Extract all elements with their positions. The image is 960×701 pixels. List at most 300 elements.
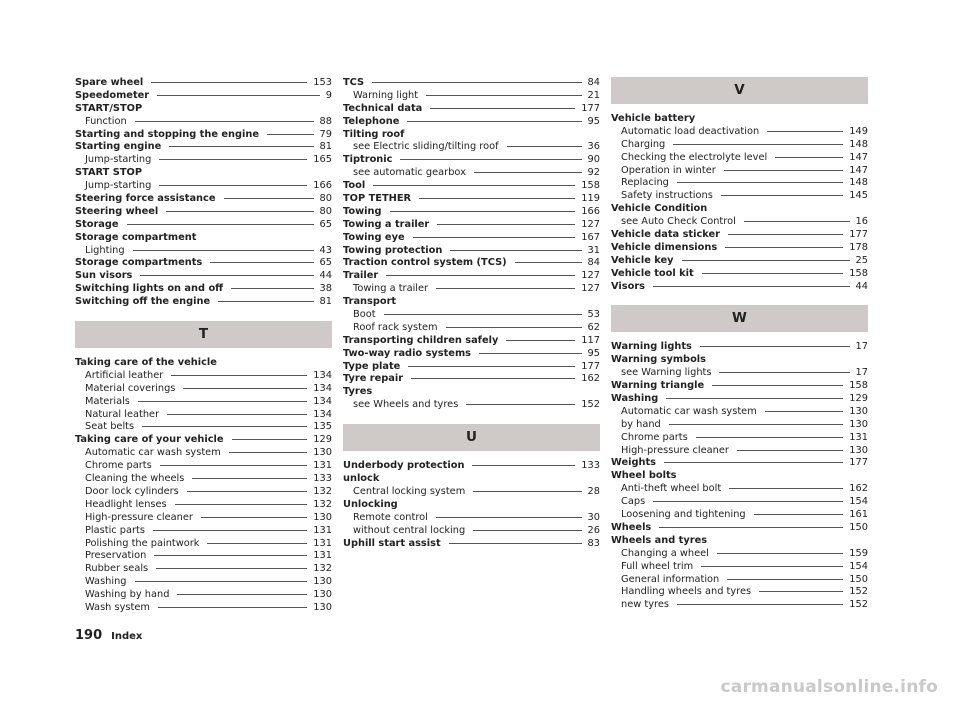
- leader-line: [400, 159, 581, 160]
- entry-page-number: 44: [319, 270, 332, 282]
- leader-line: [775, 157, 843, 158]
- entry-page-number: 147: [849, 164, 868, 176]
- leader-line: [166, 211, 313, 212]
- entry-page-number: 134: [313, 382, 332, 394]
- leader-line: [507, 146, 582, 147]
- entry-term: Traction control system (TCS): [343, 257, 507, 269]
- entry-page-number: 117: [581, 334, 600, 346]
- entry-term: Speedometer: [75, 89, 150, 101]
- leader-line: [160, 465, 308, 466]
- leader-line: [175, 504, 308, 505]
- index-subentry: [611, 177, 868, 190]
- entry-term: Tiptronic: [343, 154, 393, 166]
- entry-term: Transport: [343, 296, 397, 308]
- index-entry: [343, 538, 600, 551]
- index-entry: [611, 354, 868, 367]
- entry-term: Chrome parts: [85, 460, 152, 472]
- entry-page-number: 130: [313, 589, 332, 601]
- entry-page-number: 84: [587, 77, 600, 88]
- leader-line: [744, 221, 850, 222]
- index-subentry: [611, 432, 868, 445]
- entry-term: Artificial leather: [85, 369, 164, 381]
- entry-term: Tyre repair: [343, 373, 404, 385]
- entry-term: Warning triangle: [611, 380, 705, 392]
- entry-term: Vehicle dimensions: [611, 241, 718, 253]
- leader-line: [677, 604, 843, 605]
- entry-term: Boot: [353, 309, 376, 321]
- leader-line: [653, 286, 850, 287]
- entry-page-number: 152: [849, 599, 868, 611]
- index-subentry: [75, 602, 332, 615]
- entry-term: Washing: [611, 393, 659, 405]
- leader-line: [729, 488, 843, 489]
- index-entry: [343, 154, 600, 167]
- entry-term: see automatic gearbox: [353, 167, 466, 179]
- entry-page-number: 36: [587, 141, 600, 153]
- entry-term: Uphill start assist: [343, 537, 441, 549]
- entry-page-number: 80: [319, 193, 332, 205]
- entry-term: Sun visors: [75, 270, 133, 282]
- leader-line: [372, 82, 581, 83]
- leader-line: [446, 327, 582, 328]
- index-subentry: [611, 599, 868, 612]
- index-subentry: [611, 445, 868, 458]
- entry-term: Changing a wheel: [621, 547, 709, 559]
- leader-line: [386, 275, 575, 276]
- entry-page-number: 177: [581, 360, 600, 372]
- entry-term: without central locking: [353, 524, 466, 536]
- leader-line: [201, 517, 307, 518]
- entry-term: new tyres: [621, 599, 669, 611]
- entry-page-number: 43: [319, 244, 332, 256]
- entry-term: Roof rack system: [353, 321, 438, 333]
- index-subentry: [75, 525, 332, 538]
- entry-page-number: 16: [855, 216, 868, 228]
- index-entry: [343, 460, 600, 473]
- index-subentry: [75, 116, 332, 129]
- index-entry: [343, 180, 600, 193]
- entry-term: Headlight lenses: [85, 498, 167, 510]
- leader-line: [159, 159, 307, 160]
- entry-term: Wash system: [85, 601, 150, 613]
- leader-line: [759, 591, 843, 592]
- entry-term: Wheel bolts: [611, 470, 677, 482]
- index-entry: [343, 473, 600, 486]
- entry-page-number: 131: [313, 537, 332, 549]
- entry-term: Transporting children safely: [343, 334, 499, 346]
- entry-term: Switching off the engine: [75, 296, 211, 308]
- index-entry: [343, 219, 600, 232]
- index-letter-heading: T: [75, 321, 332, 348]
- entry-term: Loosening and tightening: [621, 509, 746, 521]
- index-subentry: [611, 216, 868, 229]
- index-subentry: [611, 509, 868, 522]
- entry-page-number: 127: [581, 283, 600, 295]
- leader-line: [231, 288, 313, 289]
- entry-term: Full wheel trim: [621, 560, 694, 572]
- index-entry: [343, 499, 600, 512]
- leader-line: [127, 224, 314, 225]
- leader-line: [135, 581, 308, 582]
- index-entry: [75, 434, 332, 447]
- leader-line: [472, 465, 575, 466]
- entry-page-number: 152: [581, 399, 600, 411]
- entry-term: Caps: [621, 496, 646, 508]
- leader-line: [373, 185, 575, 186]
- entry-term: Vehicle battery: [611, 113, 696, 124]
- entry-page-number: 145: [849, 190, 868, 202]
- entry-term: unlock: [343, 473, 380, 485]
- index-subentry: [343, 486, 600, 499]
- entry-page-number: 147: [849, 151, 868, 163]
- leader-line: [224, 198, 314, 199]
- index-subentry: [611, 406, 868, 419]
- leader-line: [157, 95, 320, 96]
- index-entry: [75, 283, 332, 296]
- index-subentry: [75, 421, 332, 434]
- entry-page-number: 130: [313, 447, 332, 459]
- entry-page-number: 152: [849, 586, 868, 598]
- index-entry: [75, 296, 332, 309]
- entry-term: Unlocking: [343, 498, 398, 510]
- entry-page-number: 177: [849, 229, 868, 241]
- index-subentry: [75, 447, 332, 460]
- index-subentry: [343, 309, 600, 322]
- leader-line: [407, 121, 581, 122]
- entry-term: Vehicle Condition: [611, 203, 708, 215]
- entry-page-number: 130: [313, 601, 332, 613]
- entry-page-number: 129: [849, 393, 868, 405]
- entry-page-number: 95: [587, 347, 600, 359]
- leader-line: [466, 404, 575, 405]
- leader-line: [436, 517, 582, 518]
- leader-line: [192, 478, 307, 479]
- index-subentry: [611, 496, 868, 509]
- index-subentry: [343, 167, 600, 180]
- watermark: carmanualsonline.info: [720, 677, 938, 697]
- entry-term: Towing protection: [343, 244, 443, 256]
- leader-line: [696, 437, 844, 438]
- index-entry: [75, 219, 332, 232]
- index-entry: [611, 522, 868, 535]
- entry-term: Plastic parts: [85, 524, 145, 536]
- entry-page-number: 130: [849, 418, 868, 430]
- leader-line: [437, 224, 575, 225]
- index-entry: [611, 229, 868, 242]
- index-entry: [75, 206, 332, 219]
- leader-line: [659, 527, 843, 528]
- leader-line: [430, 108, 575, 109]
- entry-term: Cleaning the wheels: [85, 473, 185, 485]
- leader-line: [140, 275, 313, 276]
- entry-page-number: 158: [849, 267, 868, 279]
- leader-line: [218, 301, 313, 302]
- entry-page-number: 130: [313, 576, 332, 588]
- entry-page-number: 165: [313, 154, 332, 166]
- index-entry: [343, 129, 600, 142]
- index-subentry: [75, 538, 332, 551]
- leader-line: [669, 424, 844, 425]
- index-subentry: [611, 574, 868, 587]
- entry-page-number: 133: [581, 460, 600, 472]
- leader-line: [207, 543, 307, 544]
- entry-term: Tyres: [343, 386, 373, 398]
- leader-line: [506, 340, 575, 341]
- index-entry: [343, 335, 600, 348]
- leader-line: [229, 452, 308, 453]
- entry-term: START/STOP: [75, 102, 143, 114]
- index-entry: [343, 361, 600, 374]
- index-entry: [75, 167, 332, 180]
- index-entry: [343, 245, 600, 258]
- index-entry: [611, 535, 868, 548]
- entry-page-number: 133: [313, 473, 332, 485]
- leader-line: [721, 195, 843, 196]
- index-subentry: [75, 486, 332, 499]
- index-entry: [611, 281, 868, 294]
- entry-term: Vehicle data sticker: [611, 229, 720, 241]
- leader-line: [765, 411, 844, 412]
- leader-line: [413, 237, 576, 238]
- entry-term: Jump-starting: [85, 180, 152, 192]
- entry-term: Tool: [343, 180, 366, 192]
- index-entry: [611, 393, 868, 406]
- index-entry: [75, 270, 332, 283]
- entry-term: Storage: [75, 218, 119, 230]
- entry-term: see Auto Check Control: [621, 216, 736, 228]
- entry-page-number: 162: [581, 373, 600, 385]
- entry-page-number: 150: [849, 573, 868, 585]
- leader-line: [724, 170, 844, 171]
- index-entry: [611, 268, 868, 281]
- entry-term: Checking the electrolyte level: [621, 151, 768, 163]
- entry-page-number: 158: [581, 180, 600, 192]
- entry-term: Anti-theft wheel bolt: [621, 483, 722, 495]
- index-subentry: [611, 126, 868, 139]
- entry-term: TOP TETHER: [343, 193, 412, 205]
- index-entry: [75, 357, 332, 370]
- entry-term: Replacing: [621, 177, 669, 189]
- entry-term: Warning lights: [611, 341, 692, 353]
- index-entry: [343, 257, 600, 270]
- index-column-2: [343, 77, 600, 550]
- index-column-1: [75, 77, 332, 615]
- index-entry: [611, 255, 868, 268]
- leader-line: [419, 198, 575, 199]
- entry-term: Towing a trailer: [343, 218, 430, 230]
- entry-page-number: 178: [849, 241, 868, 253]
- entry-page-number: 149: [849, 125, 868, 137]
- leader-line: [153, 530, 307, 531]
- page-number: 190: [75, 628, 103, 643]
- entry-term: Warning light: [353, 89, 419, 101]
- entry-page-number: 129: [313, 434, 332, 446]
- entry-page-number: 167: [581, 231, 600, 243]
- leader-line: [664, 462, 843, 463]
- index-subentry: [75, 409, 332, 422]
- index-subentry: [75, 512, 332, 525]
- leader-line: [151, 82, 307, 83]
- entry-term: Two-way radio systems: [343, 347, 471, 359]
- entry-term: Polishing the paintwork: [85, 537, 200, 549]
- index-subentry: [611, 561, 868, 574]
- index-subentry: [75, 550, 332, 563]
- leader-line: [682, 260, 850, 261]
- leader-line: [449, 543, 582, 544]
- leader-line: [411, 378, 575, 379]
- entry-page-number: 25: [855, 254, 868, 266]
- leader-line: [673, 144, 843, 145]
- entry-term: Telephone: [343, 115, 400, 127]
- entry-page-number: 130: [849, 405, 868, 417]
- entry-term: Safety instructions: [621, 190, 713, 202]
- index-column-3: [611, 77, 868, 612]
- entry-page-number: 81: [319, 141, 332, 153]
- leader-line: [426, 95, 581, 96]
- leader-line: [171, 375, 307, 376]
- entry-page-number: 83: [587, 537, 600, 549]
- leader-line: [159, 185, 307, 186]
- entry-term: Warning symbols: [611, 354, 706, 366]
- entry-term: Tilting roof: [343, 128, 405, 140]
- leader-line: [737, 450, 843, 451]
- entry-term: Switching lights on and off: [75, 283, 224, 295]
- page-footer: [75, 628, 142, 643]
- leader-line: [712, 385, 843, 386]
- leader-line: [717, 553, 843, 554]
- entry-page-number: 132: [313, 485, 332, 497]
- entry-page-number: 26: [587, 524, 600, 536]
- index-subentry: [343, 512, 600, 525]
- index-entry: [75, 90, 332, 103]
- entry-term: Rubber seals: [85, 563, 149, 575]
- entry-page-number: 154: [849, 560, 868, 572]
- entry-term: Starting and stopping the engine: [75, 128, 259, 140]
- entry-term: Material coverings: [85, 382, 176, 394]
- entry-term: Towing a trailer: [353, 283, 429, 295]
- entry-page-number: 65: [319, 218, 332, 230]
- index-subentry: [75, 154, 332, 167]
- index-subentry: [75, 245, 332, 258]
- entry-page-number: 90: [587, 154, 600, 166]
- leader-line: [154, 555, 307, 556]
- index-letter-heading: V: [611, 77, 868, 104]
- index-subentry: [611, 483, 868, 496]
- entry-term: Trailer: [343, 270, 379, 282]
- index-subentry: [75, 576, 332, 589]
- index-subentry: [75, 180, 332, 193]
- entry-term: Operation in winter: [621, 164, 716, 176]
- leader-line: [142, 426, 307, 427]
- entry-page-number: 62: [587, 321, 600, 333]
- entry-page-number: 38: [319, 283, 332, 295]
- entry-term: Towing: [343, 205, 382, 217]
- entry-page-number: 161: [849, 509, 868, 521]
- entry-page-number: 158: [849, 380, 868, 392]
- index-entry: [343, 348, 600, 361]
- index-subentry: [75, 370, 332, 383]
- entry-page-number: 154: [849, 496, 868, 508]
- index-entry: [611, 470, 868, 483]
- entry-term: Chrome parts: [621, 431, 688, 443]
- entry-term: Visors: [611, 280, 645, 292]
- entry-term: Storage compartment: [75, 231, 197, 243]
- index-subentry: [611, 152, 868, 165]
- leader-line: [169, 146, 313, 147]
- leader-line: [436, 288, 575, 289]
- index-subentry: [343, 283, 600, 296]
- leader-line: [384, 314, 582, 315]
- index-entry: [611, 242, 868, 255]
- index-entry: [75, 141, 332, 154]
- entry-page-number: 159: [849, 547, 868, 559]
- entry-page-number: 17: [855, 341, 868, 353]
- entry-page-number: 166: [581, 205, 600, 217]
- index-subentry: [75, 563, 332, 576]
- entry-page-number: 131: [849, 431, 868, 443]
- index-subentry: [611, 586, 868, 599]
- leader-line: [473, 530, 581, 531]
- leader-line: [210, 262, 313, 263]
- entry-page-number: 162: [849, 483, 868, 495]
- entry-page-number: 177: [849, 457, 868, 469]
- leader-line: [767, 131, 843, 132]
- entry-term: Lighting: [85, 244, 125, 256]
- entry-page-number: 79: [319, 128, 332, 140]
- entry-page-number: 127: [581, 270, 600, 282]
- leader-line: [700, 346, 850, 347]
- entry-page-number: 132: [313, 498, 332, 510]
- entry-page-number: 9: [325, 89, 332, 101]
- entry-page-number: 177: [581, 102, 600, 114]
- entry-term: Function: [85, 115, 127, 127]
- entry-term: Seat belts: [85, 421, 135, 433]
- index-entry: [343, 116, 600, 129]
- entry-term: Weights: [611, 457, 656, 469]
- entry-page-number: 92: [587, 167, 600, 179]
- entry-page-number: 131: [313, 550, 332, 562]
- leader-line: [479, 353, 582, 354]
- entry-term: Automatic load deactivation: [621, 125, 760, 137]
- entry-term: by hand: [621, 418, 661, 430]
- entry-page-number: 130: [849, 444, 868, 456]
- entry-page-number: 21: [587, 89, 600, 101]
- entry-page-number: 88: [319, 115, 332, 127]
- entry-page-number: 28: [587, 485, 600, 497]
- leader-line: [135, 121, 314, 122]
- leader-line: [158, 607, 307, 608]
- entry-term: Taking care of your vehicle: [75, 434, 224, 446]
- leader-line: [474, 172, 582, 173]
- leader-line: [187, 491, 308, 492]
- leader-line: [727, 579, 843, 580]
- leader-line: [728, 234, 843, 235]
- entry-page-number: 134: [313, 395, 332, 407]
- entry-page-number: 130: [313, 511, 332, 523]
- entry-term: Underbody protection: [343, 460, 465, 472]
- entry-page-number: 134: [313, 369, 332, 381]
- leader-line: [677, 182, 843, 183]
- index-entry: [343, 103, 600, 116]
- entry-page-number: 135: [313, 421, 332, 433]
- section-title: Index: [111, 631, 143, 642]
- entry-page-number: 132: [313, 563, 332, 575]
- index-entry: [75, 103, 332, 116]
- index-subentry: [611, 190, 868, 203]
- entry-term: Wheels: [611, 521, 652, 533]
- entry-term: Towing eye: [343, 231, 405, 243]
- index-entry: [343, 296, 600, 309]
